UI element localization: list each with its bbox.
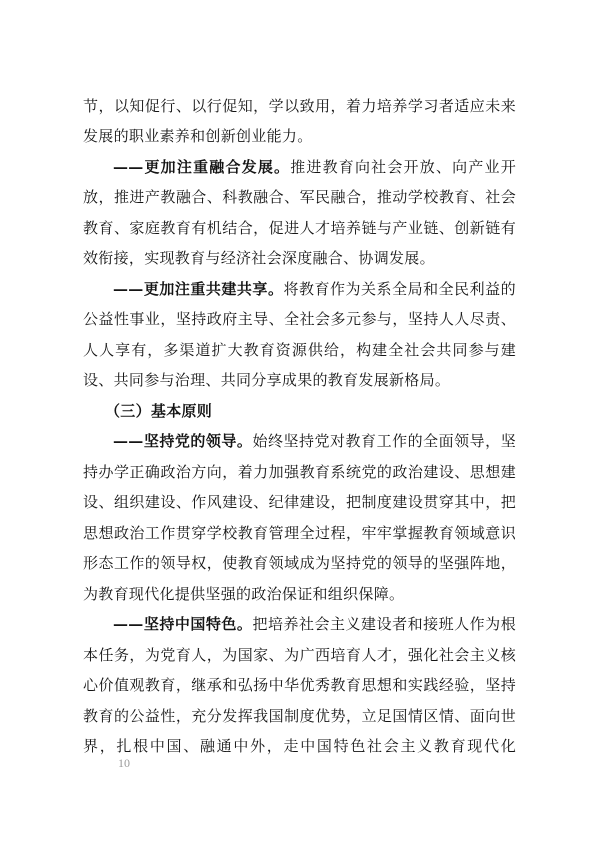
paragraph-first-line (113, 429, 516, 453)
body-text-span: 将教育作为关系全局和全民利益的 (283, 280, 516, 298)
body-text-line: 公益性事业，坚持政府主导、全社会多元参与，坚持人人尽责、 (83, 310, 516, 328)
body-text-line: 发展的职业素养和创新创业能力。 (83, 127, 313, 145)
page-number: 10 (118, 756, 130, 770)
body-text-line: 放，推进产教融合、科教融合、军民融合，推动学校教育、社会 (83, 188, 516, 206)
body-text-line: 思想政治工作贯穿学校教育管理全过程，牢牢掌握教育领域意识 (83, 524, 516, 542)
paragraph-first-line (113, 612, 516, 636)
paragraph-first-line (113, 155, 516, 179)
paragraph-first-line (113, 277, 516, 301)
body-text-line: 设、共同参与治理、共同分享成果的教育发展新格局。 (83, 371, 451, 389)
section-heading: （三）基本原则 (105, 402, 213, 420)
body-text-line: 教育、家庭教育有机结合，促进人才培养链与产业链、创新链有 (83, 219, 516, 237)
body-text-line: 节，以知促行、以行促知，学以致用，着力培养学习者适应未来 (83, 97, 516, 115)
body-text-span: 始终坚持党对教育工作的全面领导，坚 (252, 432, 516, 450)
body-text-line: 效衔接，实现教育与经济社会深度融合、协调发展。 (83, 249, 435, 267)
body-text-line: 为教育现代化提供坚强的政治保证和组织保障。 (83, 585, 405, 603)
paragraph-heading: ——更加注重融合发展。 (113, 158, 291, 176)
paragraph-heading: ——坚持中国特色。 (113, 615, 253, 633)
body-text-span: 把培养社会主义建设者和接班人作为根 (252, 615, 516, 633)
body-text-line: 人人享有，多渠道扩大教育资源供给，构建全社会共同参与建 (83, 341, 516, 359)
body-text-line: 设、组织建设、作风建设、纪律建设，把制度建设贯穿其中，把 (83, 493, 516, 511)
body-text-line: 教育的公益性，充分发挥我国制度优势，立足国情区情、面向世 (83, 707, 516, 725)
paragraph-heading: ——坚持党的领导。 (113, 432, 253, 450)
body-text-line: 心价值观教育，继承和弘扬中华优秀教育思想和实践经验，坚持 (83, 676, 516, 694)
body-text-line: 界，扎根中国、融通中外，走中国特色社会主义教育现代化 (83, 737, 516, 755)
body-text-span: 推进教育向社会开放、向产业开 (290, 158, 516, 176)
body-text-line: 持办学正确政治方向，着力加强教育系统党的政治建设、思想建 (83, 463, 516, 481)
body-text-line: 本任务，为党育人，为国家、为广西培育人才，强化社会主义核 (83, 646, 516, 664)
body-text-line: 形态工作的领导权，使教育领域成为坚持党的领导的坚强阵地， (83, 554, 516, 572)
paragraph-heading: ——更加注重共建共享。 (113, 280, 284, 298)
